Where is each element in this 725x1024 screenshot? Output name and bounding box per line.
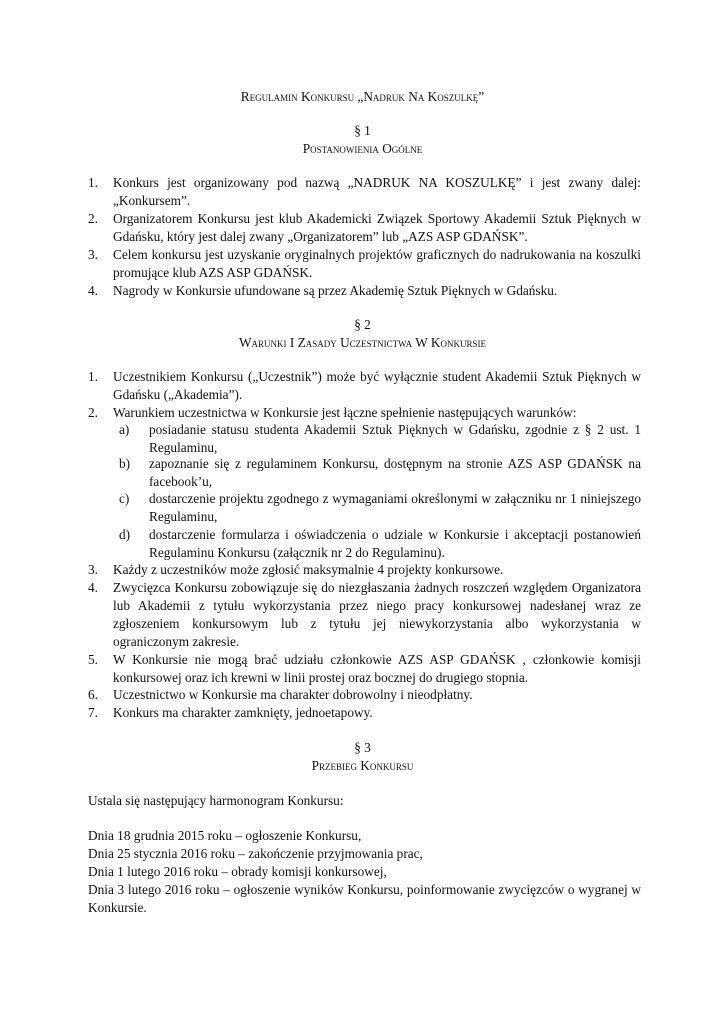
section-3-heading: Przebieg Konkursu — [311, 758, 414, 773]
item-line: Nagrody w Konkursie ufundowane są przez Akademię Sztuk Pięknych w Gdańsku. — [113, 283, 558, 298]
schedule-intro: Ustala się następujący harmonogram Konkursu: — [88, 793, 344, 808]
sub-item-letter: d) — [119, 527, 131, 542]
item-number: 6. — [88, 687, 98, 702]
item-line: promujące klub AZS ASP GDAŃSK. — [113, 265, 313, 280]
item-line: Zwycięzca Konkursu zobowiązuje się do niezgłaszania żadnych roszczeń względem Organizatora — [113, 580, 641, 595]
item-number: 5. — [88, 652, 98, 667]
item-line: Celem konkursu jest uzyskanie oryginalnych projektów graficznych do nadrukowania na koszulki — [113, 247, 641, 262]
sub-item-letter: a) — [119, 422, 130, 437]
schedule-line: Dnia 25 stycznia 2016 roku – zakończenie przyjmowania prac, — [88, 846, 423, 861]
item-number: 1. — [88, 369, 98, 384]
section-2-heading: Warunki I Zasady Uczestnictwa W Konkursie — [239, 335, 486, 350]
item-line: Każdy z uczestników może zgłosić maksymalnie 4 projekty konkursowe. — [113, 562, 504, 577]
section-1-symbol: § 1 — [354, 123, 371, 138]
sub-item-line: dostarczenie projektu zgodnego z wymaganiami określonymi w załączniku nr 1 niniejszego — [149, 491, 641, 506]
item-number: 3. — [88, 562, 98, 577]
item-number: 4. — [88, 283, 98, 298]
sub-item-line: Regulaminu, — [149, 509, 218, 524]
item-line: Gdańsku, który jest dalej zwany „Organizatorem” lub „AZS ASP GDAŃSK”. — [113, 229, 528, 244]
item-line: konkursowej oraz ich krewni w linii prostej oraz bocznej do drugiego stopnia. — [113, 670, 529, 685]
item-line: Uczestnikiem Konkursu („Uczestnik”) może być wyłącznie student Akademii Sztuk Pięknych w — [113, 369, 641, 384]
sub-item-line: facebook’u, — [149, 474, 213, 489]
item-number: 1. — [88, 175, 98, 190]
item-line: Warunkiem uczestnictwa w Konkursie jest łączne spełnienie następujących warunków: — [113, 405, 577, 420]
item-line: Konkurs ma charakter zamknięty, jednoetapowy. — [113, 705, 373, 720]
item-number: 2. — [88, 405, 98, 420]
sub-item-line: Regulaminu, — [149, 440, 218, 455]
item-number: 2. — [88, 211, 98, 226]
sub-item-letter: b) — [119, 456, 131, 471]
schedule-line: Dnia 18 grudnia 2015 roku – ogłoszenie Konkursu, — [88, 828, 362, 843]
sub-item-letter: c) — [119, 491, 130, 506]
document-title: Regulamin Konkursu „Nadruk Na Koszulkę” — [240, 89, 485, 104]
sub-item-line: zapoznanie się z regulaminem Konkursu, dostępnym na stronie AZS ASP GDAŃSK na — [149, 456, 641, 471]
section-2-symbol: § 2 — [354, 317, 371, 332]
item-line: zgłoszeniem konkursowym lub z tytułu jej niewykorzystania albo wykorzystania w — [113, 616, 641, 631]
item-line: W Konkursie nie mogą brać udziału członkowie AZS ASP GDAŃSK , członkowie komisji — [113, 652, 641, 667]
schedule-line: Dnia 1 lutego 2016 roku – obrady komisji konkursowej, — [88, 864, 387, 879]
item-line: „Konkursem”. — [113, 193, 191, 208]
section-1-heading: Postanowienia Ogólne — [302, 141, 423, 156]
item-line: ograniczonym zakresie. — [113, 634, 240, 649]
schedule-line: Dnia 3 lutego 2016 roku – ogłoszenie wyników Konkursu, poinformowanie zwycięzców o wygranej w — [88, 882, 641, 897]
item-number: 3. — [88, 247, 98, 262]
item-line: Organizatorem Konkursu jest klub Akademicki Związek Sportowy Akademii Sztuk Pięknych w — [113, 211, 641, 226]
item-line: Gdańsku („Akademia”). — [113, 387, 243, 402]
item-line: Konkurs jest organizowany pod nazwą „NADRUK NA KOSZULKĘ” i jest zwany dalej: — [113, 175, 641, 190]
item-line: Uczestnictwo w Konkursie ma charakter dobrowolny i nieodpłatny. — [113, 687, 473, 702]
sub-item-line: Regulaminu Konkursu (załącznik nr 2 do Regulaminu). — [149, 545, 445, 560]
item-number: 7. — [88, 705, 98, 720]
item-number: 4. — [88, 580, 98, 595]
item-line: lub Akademii z tytułu wykorzystania przez niego pracy konkursowej nadesłanej wraz ze — [113, 598, 641, 613]
schedule-line: Konkursie. — [88, 900, 147, 915]
sub-item-line: posiadanie statusu studenta Akademii Sztuk Pięknych w Gdańsku, zgodnie z § 2 ust. 1 — [149, 422, 641, 437]
section-3-symbol: § 3 — [354, 740, 371, 755]
sub-item-line: dostarczenie formularza i oświadczenia o udziale w Konkursie i akceptacji postanowień — [149, 527, 641, 542]
